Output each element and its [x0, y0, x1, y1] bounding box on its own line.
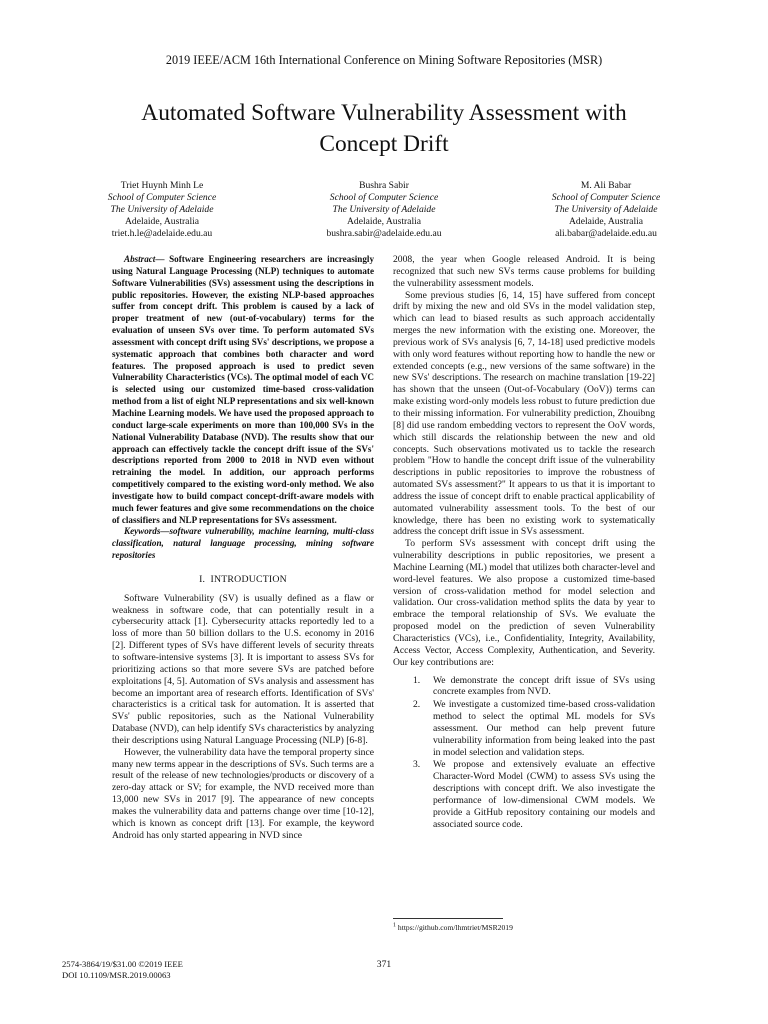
right-column — [393, 254, 655, 832]
paper-title — [60, 98, 708, 160]
author-department: School of Computer Science — [107, 191, 217, 203]
list-item — [393, 759, 655, 830]
author-block — [62, 180, 706, 240]
abstract — [112, 254, 374, 526]
paper-title-line-2: Concept Drift — [319, 131, 449, 157]
author-university: The University of Adelaide — [332, 203, 436, 215]
author-name: M. Ali Babar — [580, 180, 632, 191]
section-first-letter: I — [210, 573, 214, 585]
list-number: 2. — [413, 699, 421, 711]
author-2 — [284, 180, 484, 240]
list-number: 3. — [413, 759, 421, 771]
contribution-list — [393, 675, 655, 831]
page-number: 371 — [376, 959, 392, 970]
intro-paragraph-1: Software Vulnerability (SV) is usually defined as a flaw or weakness in software code, that can potentially result in a cybersecurity attack [1]. Cybersecurity attacks reportedly led to a loss of more than 50 billion dollars to the U.S. economy in 2016 [2]. Different types of SVs have different levels of security threats to software-intensive systems [3]. It is important to assess SVs for prioritizing actions so that more severe SVs are patched before exploitations [4, 5]. Automation of SVs analysis and assessment has become an important area of research efforts. Identification of SVs' characteristics is a critical task for automation. It is asserted that SVs' public repositories, such as the National Vulnerability Database (NVD), can help identify SVs characteristics by analyzing their descriptions using Natural Language Processing (NLP) [6-8]. — [112, 592, 374, 746]
author-university: The University of Adelaide — [110, 203, 214, 215]
intro-paragraph-5: To perform SVs assessment with concept drift using the vulnerability descriptions in public repositories, we present a Machine Learning (ML) model that utilizes both character-level and word-level features. We also propose a customized time-based version of cross-validation method for model selection and validation. Our cross-validation method splits the data by year to embrace the temporal relationship of SVs. We evaluate the proposed model on the prediction of seven Vulnerability Characteristics (VCs), i.e., Confidentiality, Integrity, Availability, Access Vector, Access Complexity, Authentication, and Severity. Our key contributions are: — [393, 538, 655, 668]
footer-issn: 2574-3864/19/$31.00 ©2019 IEEE — [62, 959, 183, 969]
author-location: Adelaide, Australia — [124, 215, 200, 227]
section-heading-introduction — [112, 574, 374, 586]
author-name: Triet Huynh Minh Le — [120, 180, 204, 191]
author-name: Bushra Sabir — [359, 180, 409, 191]
intro-paragraph-3: 2008, the year when Google released Android. It is being recognized that such new SVs terms cause problems for building the vulnerability assessment models. — [393, 254, 655, 289]
author-1 — [62, 180, 262, 240]
abstract-text: Software Engineering researchers are increasingly using Natural Language Processing (NLP) techniques to automate Software Vulnerabilities (SVs) assessment using the descriptions in public repositories. However, the existing NLP-based approaches suffer from concept drift. This problem is caused by a lack of proper treatment of new (out-of-vocabulary) terms for the evaluation of unseen SVs over time. To perform automated SVs assessment with concept drift using SVs' descriptions, we propose a systematic approach that combines both character and word features. The proposed approach is used to predict seven Vulnerability Characteristics (VCs). The optimal model of each VC is selected using our customized time-based cross-validation method from a list of eight NLP representations and six well-known Machine Learning models. We have used the proposed approach to conduct large-scale experiments on more than 100,000 SVs in the National Vulnerability Database (NVD). The results show that our approach can effectively tackle the concept drift issue of the SVs' descriptions reported from 2000 to 2018 in NVD even without retraining the model. In addition, our approach performs competitively compared to the existing word-only method. We also investigate how to build compact concept-drift-aware models with much fewer features and give some recommendations on the choice of classifiers and NLP representations for SVs assessment. — [112, 254, 374, 525]
footnote-link[interactable]: https://github.com/lhmtriet/MSR2019 — [397, 923, 513, 932]
footnote-mark: 1 — [393, 922, 396, 929]
section-rest: NTRODUCTION — [213, 573, 287, 585]
keywords-dash: — — [160, 526, 170, 537]
list-number: 1. — [413, 674, 421, 686]
author-3 — [506, 180, 706, 240]
author-university: The University of Adelaide — [554, 203, 658, 215]
list-item — [393, 699, 655, 758]
intro-paragraph-2: However, the vulnerability data have the temporal property since many new terms appear in the descriptions of SVs. Such terms are a result of the release of new technologies/products or discovery of a zero-day attack or SV; for example, the NVD received more than 13,000 new SVs in 2017 [9]. The appearance of new concepts makes the vulnerability data and patterns change over time [10-12], which is known as concept drift [13]. For example, the keyword Android has only started appearing in NVD since — [112, 746, 374, 841]
author-email[interactable]: triet.h.le@adelaide.edu.au — [111, 227, 213, 239]
section-number: I. — [199, 573, 206, 585]
paper-title-line-1: Automated Software Vulnerability Assessment with — [141, 100, 627, 126]
footnote-rule — [393, 918, 503, 919]
author-location: Adelaide, Australia — [346, 215, 422, 227]
list-text: We demonstrate the concept drift issue of SVs using concrete examples from NVD. — [433, 674, 655, 698]
author-department: School of Computer Science — [329, 191, 439, 203]
author-email[interactable]: ali.babar@adelaide.edu.au — [555, 227, 657, 239]
conference-header: 2019 IEEE/ACM 16th International Conference on Mining Software Repositories (MSR) — [165, 53, 603, 67]
footnote — [393, 923, 513, 932]
author-location: Adelaide, Australia — [568, 215, 644, 227]
keywords-text: software vulnerability, machine learning, multi-class classification, natural language processing, mining software repositories — [112, 526, 374, 561]
list-text: We propose and extensively evaluate an effective Character-Word Model (CWM) to assess SVs using the descriptions with concept drift. We also investigate the performance of low-dimensional CWM models. We provide a GitHub repository containing our models and associated source code. — [433, 759, 655, 830]
keywords — [112, 526, 374, 562]
abstract-label: Abstract — [124, 254, 156, 264]
list-text: We investigate a customized time-based cross-validation method to select the optimal ML models for SVs assessment. Our method can help prevent future vulnerability information from being leaked into the past in model selection and validation steps. — [433, 699, 655, 758]
footer-doi[interactable]: DOI 10.1109/MSR.2019.00063 — [62, 970, 171, 980]
intro-paragraph-4: Some previous studies [6, 14, 15] have suffered from concept drift by mixing the new and old SVs in the model validation step, which can lead to biased results as such approach accidentally merges the new information with the existing one. Moreover, the previous work of SVs analysis [6, 7, 14-18] used predictive models with only word features without reporting how to handle the new or extended concepts (e.g., new versions of the same software) in the new SVs' descriptions. The research on machine translation [19-22] has shown that the unseen (Out-of-Vocabulary (OoV)) terms can make existing word-only models less robust to future prediction due to their missing information. For vulnerability prediction, Zhouibng [8] did use random embedding vectors to represent the OoV words, which still discards the relationship between the new and old concepts. Such observations motivated us to tackle the research problem "How to handle the concept drift issue of the vulnerability descriptions in public repositories to improve the robustness of automated SVs assessment?" It appears to us that it is important to address the issue of concept drift to enable practical applicability of automated vulnerability assessment tools. To the best of our knowledge, there has been no existing work to systematically address the concept drift issue in SVs assessment. — [393, 289, 655, 538]
left-column — [112, 254, 374, 842]
list-item — [393, 675, 655, 699]
author-department: School of Computer Science — [551, 191, 661, 203]
keywords-label: Keywords — [124, 526, 161, 537]
abstract-dash: — — [155, 254, 170, 264]
author-email[interactable]: bushra.sabir@adelaide.edu.au — [326, 227, 442, 239]
